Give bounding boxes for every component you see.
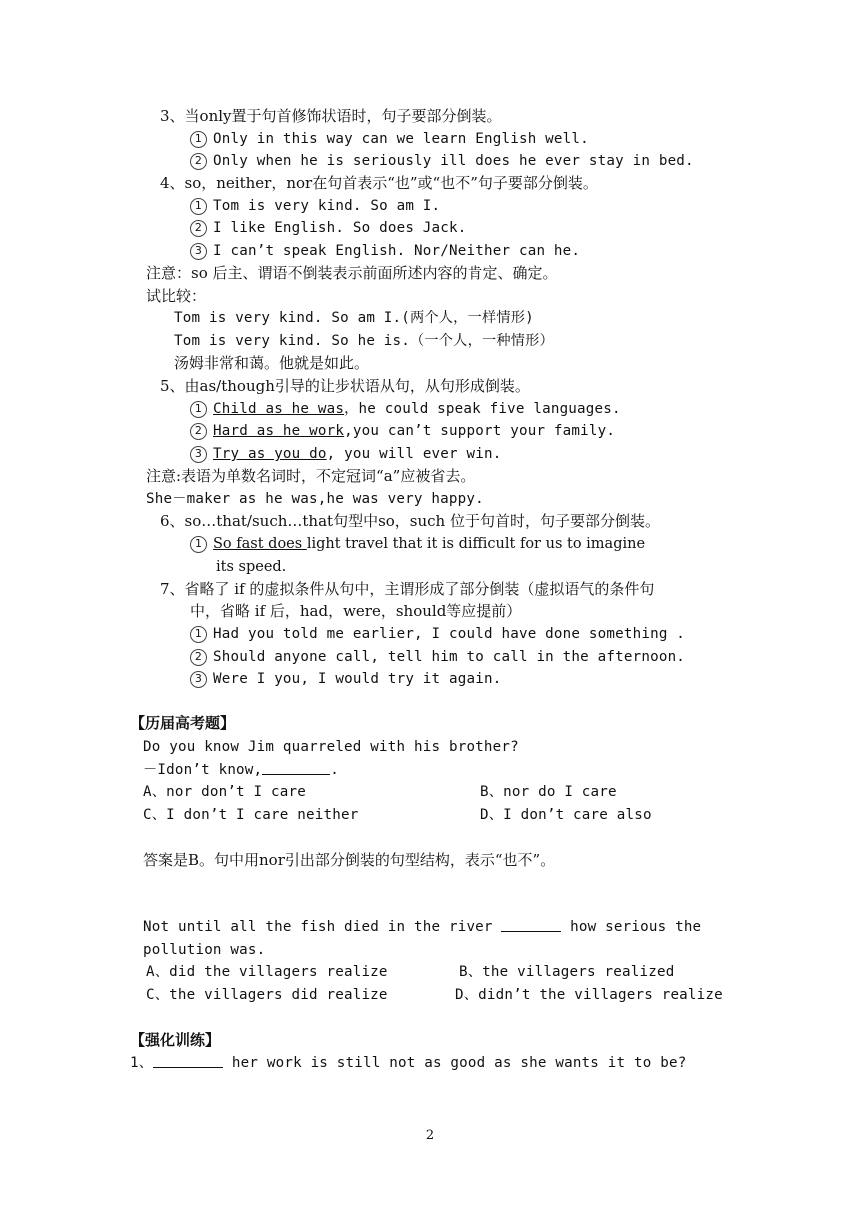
rule3-example-2	[190, 151, 694, 171]
example-text: I can’t speak English. Nor/Neither can he.	[213, 243, 581, 259]
circled-number: 1	[190, 401, 207, 418]
exam-q2-option-c: C、the villagers did realize	[146, 987, 388, 1003]
example-text: Had you told me earlier, I could have done something .	[213, 626, 686, 642]
example-text: I like English. So does Jack.	[213, 220, 467, 236]
exam-q1-option-c: C、I don’t I care neither	[143, 807, 359, 823]
page-number: 2	[425, 1128, 435, 1143]
exam-q1-option-b: B、nor do I care	[480, 784, 617, 800]
underlined-phrase: So fast does	[213, 536, 307, 552]
circled-number: 2	[190, 153, 207, 170]
example-text: , you will ever win.	[326, 446, 502, 462]
rule7-example-3	[190, 669, 501, 689]
question-text: Not until all the fish died in the river	[143, 919, 493, 935]
reply-end: .	[330, 762, 340, 778]
circled-number: 3	[190, 243, 207, 260]
rule4-example-1	[190, 196, 440, 216]
example-text: Should anyone call, tell him to call in the afternoon.	[213, 649, 686, 665]
rule3-title: 3、当only置于句首修饰状语时，句子要部分倒装。	[160, 107, 502, 125]
rule5-title: 5、由as/though引导的让步状语从句，从句形成倒装。	[160, 377, 530, 395]
exam-q2-option-a: A、did the villagers realize	[146, 964, 388, 980]
rule5-example-1	[190, 399, 621, 419]
answer-blank	[153, 1053, 223, 1068]
reply-text: －Idon’t know,	[143, 762, 263, 778]
circled-number: 1	[190, 198, 207, 215]
rule7-title-line1: 7、省略了 if 的虚拟条件从句中，主谓形成了部分倒装（虚拟语气的条件句	[160, 580, 655, 598]
rule7-example-2	[190, 647, 685, 667]
circled-number: 1	[190, 626, 207, 643]
underlined-phrase: Child as he was	[213, 401, 345, 417]
answer-blank	[262, 760, 330, 775]
rule4-compare-label: 试比较：	[146, 287, 207, 305]
rule6-title: 6、so…that/such…that句型中so，such 位于句首时，句子要部分倒装。	[160, 512, 660, 530]
practice-heading: 【强化训练】	[130, 1031, 221, 1049]
rule5-note: 注意:表语为单数名词时，不定冠词“a”应被省去。	[146, 467, 476, 485]
circled-number: 2	[190, 220, 207, 237]
exam-q1-answer: 答案是B。句中用nor引出部分倒装的句型结构，表示“也不”。	[143, 851, 556, 869]
underlined-phrase: Hard as he work	[213, 423, 345, 439]
rule7-title-line2: 中，省略 if 后，had，were，should等应提前）	[190, 602, 522, 620]
underlined-phrase: Try as you do	[213, 446, 327, 462]
circled-number: 2	[190, 649, 207, 666]
rule4-title: 4、so，neither，nor在句首表示“也”或“也不”句子要部分倒装。	[160, 174, 598, 192]
exam-q2-option-d: D、didn’t the villagers realize	[455, 987, 723, 1003]
rule3-example-1	[190, 129, 589, 149]
circled-number: 2	[190, 423, 207, 440]
exam-q1-option-a: A、nor don’t I care	[143, 784, 306, 800]
example-text: Only when he is seriously ill does he ever stay in bed.	[213, 153, 694, 169]
rule4-example-2	[190, 218, 467, 238]
answer-blank	[501, 917, 561, 932]
rule4-example-3	[190, 241, 580, 261]
circled-number: 3	[190, 671, 207, 688]
circled-number: 3	[190, 446, 207, 463]
example-text: Were I you, I would try it again.	[213, 671, 502, 687]
rule5-example-3	[190, 444, 502, 464]
example-text: Tom is very kind. So am I.	[213, 198, 441, 214]
exam-q2	[143, 917, 701, 937]
example-text: light travel that it is difficult for us to imagine	[306, 536, 646, 552]
rule5-example-2	[190, 421, 615, 441]
circled-number: 1	[190, 536, 207, 553]
rule7-example-1	[190, 624, 685, 644]
question-number: 1、	[130, 1055, 154, 1071]
example-text: ，he could speak five languages.	[344, 401, 621, 417]
exam-q1: Do you know Jim quarreled with his brother?	[143, 739, 519, 755]
rule4-compare-2: Tom is very kind. So he is.（一个人，一种情形）	[174, 333, 554, 349]
rule5-note-example: She－maker as he was,he was very happy.	[146, 491, 484, 507]
example-text: Only in this way can we learn English well.	[213, 131, 589, 147]
rule4-note: 注意：so 后主、谓语不倒装表示前面所述内容的肯定、确定。	[146, 264, 558, 282]
rule6-example-1	[190, 534, 645, 554]
rule4-compare-1: Tom is very kind. So am I.(两个人，一样情形)	[174, 310, 534, 326]
rule6-example-cont: its speed.	[216, 559, 287, 575]
exam-heading: 【历届高考题】	[130, 714, 236, 732]
exam-q2-option-b: B、the villagers realized	[459, 964, 675, 980]
question-text-end: how serious the	[570, 919, 702, 935]
question-text: her work is still not as good as she wants it to be?	[231, 1055, 687, 1071]
practice-q1	[130, 1053, 686, 1073]
exam-q1-reply	[143, 760, 339, 780]
example-text: ,you can’t support your family.	[344, 423, 616, 439]
exam-q2-cont: pollution was.	[143, 942, 266, 958]
exam-q1-option-d: D、I don’t care also	[480, 807, 652, 823]
circled-number: 1	[190, 131, 207, 148]
rule4-compare-3: 汤姆非常和蔼。他就是如此。	[174, 354, 370, 372]
